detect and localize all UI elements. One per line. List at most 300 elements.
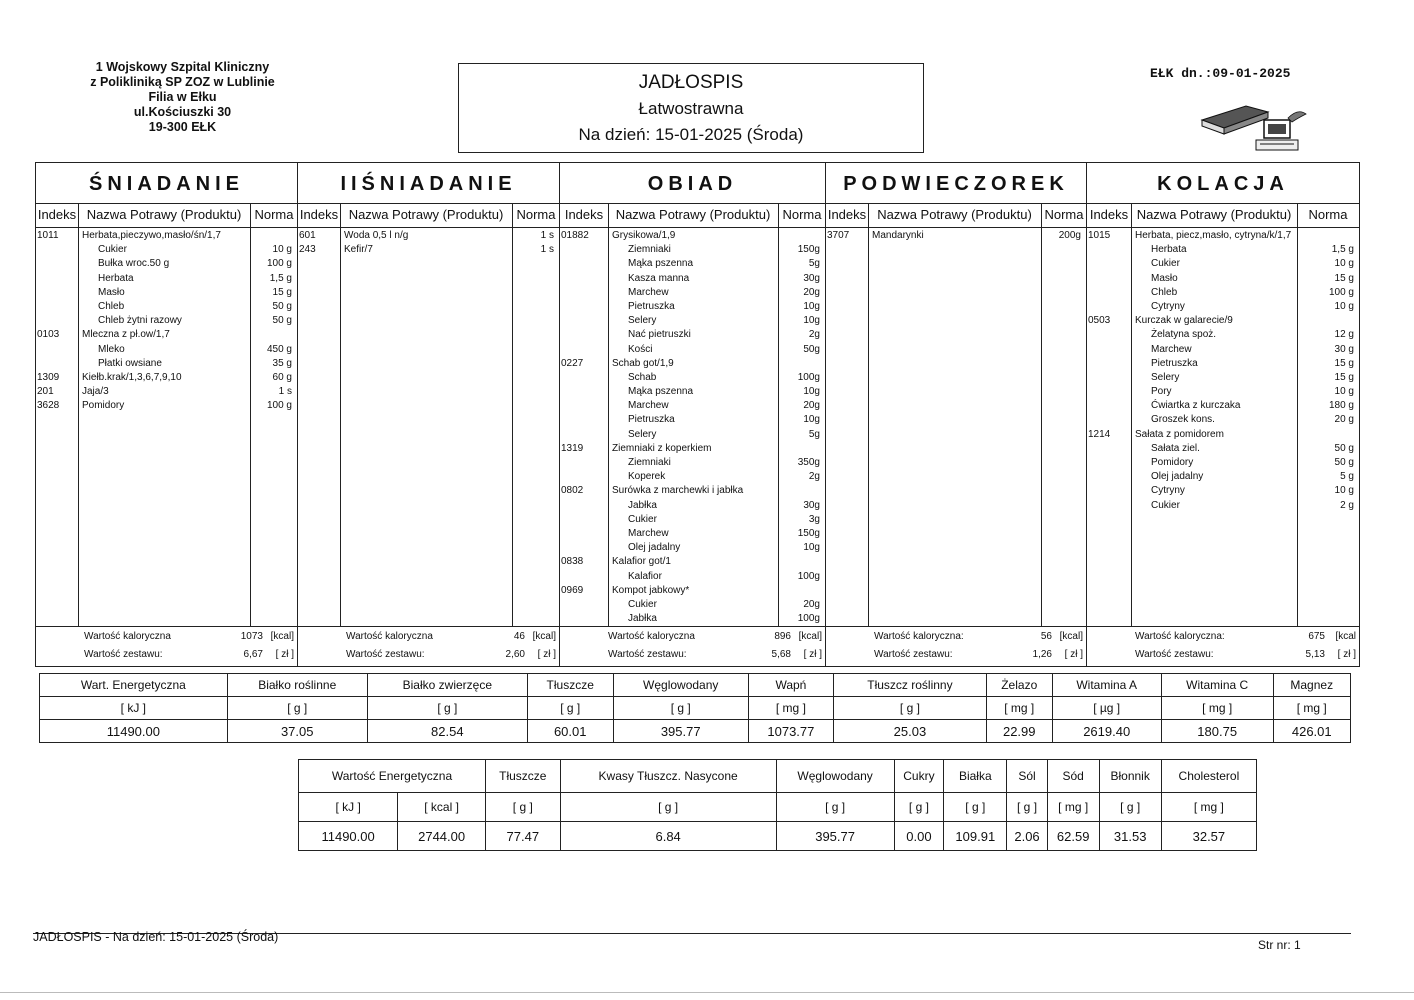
ingredient-name: Żelatyna spoż. [1151,329,1217,341]
list-item [1087,328,1359,342]
list-item [36,229,297,243]
list-item [1087,300,1359,314]
ingredient-name: Ziemniaki [628,457,671,468]
cost-summary-line [826,647,1086,663]
header-indeks: Indeks [299,207,339,222]
dish-name: Kefir/7 [344,244,373,256]
ingredient-name: Olej jadalny [628,542,681,554]
nutrition-value-cell: 37.05 [227,720,367,743]
dish-norma: 180 g [1328,400,1354,412]
nutrition-header-cell: Sól [1007,760,1048,793]
dish-name: Herbata, piecz,masło, cytryna/k/1,7 [1135,230,1292,241]
ingredient-name: Mleko [98,343,125,355]
list-item [36,286,297,300]
cost-value: 5,13 [1305,649,1325,660]
cost-value: 5,68 [771,649,791,660]
dish-norma: 100 g [1328,286,1354,298]
dish-name: Sałata z pomidorem [1135,428,1224,440]
dish-norma: 5 g [1340,471,1354,483]
dish-norma: 12 g [1334,329,1354,341]
list-item [560,428,825,442]
cost-label: Wartość zestawu: [1135,649,1214,660]
list-item [560,229,825,243]
list-item [560,328,825,342]
list-item [560,470,825,484]
nutrition-unit-cell: [ g ] [944,793,1007,822]
dish-norma: 30 g [1334,343,1354,355]
list-item [36,243,297,257]
nutrition-value-cell: 109.91 [944,822,1007,851]
dish-list [1087,229,1359,513]
list-item [560,286,825,300]
dish-norma: 150g [797,244,820,256]
dish-norma: 350g [797,457,820,468]
dish-norma: 2g [808,471,820,483]
list-item [1087,399,1359,413]
header-nazwa: Nazwa Potrawy (Produktu) [348,207,504,222]
ingredient-name: Herbata [1151,244,1187,256]
nutrition-value-cell: 6.84 [560,822,776,851]
dish-norma: 10g [803,414,820,426]
dish-norma: 100g [797,613,820,625]
column-headers [560,203,825,228]
dish-norma: 1,5 g [1331,244,1354,256]
meal-title: KOLACJA [1087,163,1359,204]
dish-norma: 3g [808,513,820,525]
header-norma: Norma [782,207,822,222]
dish-norma: 10 g [1334,386,1354,398]
dish-index: 0838 [561,556,584,568]
hospital-line: 1 Wojskowy Szpital Kliniczny [95,60,270,74]
hospital-line: 19-300 EŁK [148,120,217,134]
dish-norma: 20 g [1334,414,1354,426]
title-box [458,63,924,153]
list-item [1087,385,1359,399]
dish-norma: 1,5 g [269,272,292,284]
nutrition-header-cell: Węglowodany [776,760,894,793]
kcal-summary-line [298,629,559,645]
kcal-unit: [kcal] [1059,631,1083,642]
ingredient-name: Kości [628,343,653,355]
dish-index: 1214 [1088,428,1111,440]
nutrition-unit-cell: [ g ] [486,793,561,822]
list-item [560,584,825,598]
nutrition-unit-cell: [ g ] [776,793,894,822]
cost-summary-line [1087,647,1359,663]
list-item [560,272,825,286]
cost-unit: [ zł ] [1337,649,1356,660]
kcal-summary-line [36,629,297,645]
dish-name: Ziemniaki z koperkiem [612,442,712,454]
list-item [560,442,825,456]
kcal-value: 896 [774,631,791,642]
cost-unit: [ zł ] [275,649,294,660]
header-nazwa: Nazwa Potrawy (Produktu) [877,207,1032,222]
list-item [560,314,825,328]
dish-index: 1015 [1088,230,1111,241]
dish-norma: 100g [797,371,820,383]
cost-label: Wartość zestawu: [84,649,163,660]
ingredient-name: Cukier [98,244,127,256]
menu-table [35,162,1360,667]
kcal-unit: [kcal] [532,631,556,642]
nutrition-units-row [40,697,1351,720]
column-headers [826,203,1086,228]
ingredient-name: Marchew [628,400,669,412]
dish-norma: 1 s [540,244,554,256]
doc-title: JADŁOSPIS [638,72,744,93]
meal-title: OBIAD [560,163,825,204]
nutrition-header-cell: Białka [944,760,1007,793]
hospital-line: ul.Kościuszki 30 [133,105,232,119]
list-item [560,612,825,626]
list-item [298,229,559,243]
nutrition-header-cell: Kwasy Tłuszcz. Nasycone [560,760,776,793]
kcal-value: 675 [1308,631,1325,642]
dish-norma: 10 g [1334,258,1354,270]
header-nazwa: Nazwa Potrawy (Produktu) [86,207,242,222]
dish-index: 01882 [561,230,589,241]
ingredient-name: Sałata ziel. [1151,442,1200,454]
dish-norma: 10 g [1334,485,1354,497]
nutrition-unit-cell: [ g ] [367,697,527,720]
ingredient-name: Cukier [628,598,657,610]
dish-name: Kiełb.krak/1,3,6,7,9,10 [82,371,182,383]
header-norma: Norma [1308,207,1348,222]
list-item [36,328,297,342]
cost-value: 2,60 [505,649,525,660]
nutrition-value-cell: 180.75 [1161,720,1273,743]
cost-label: Wartość zestawu: [874,649,953,660]
dish-norma: 10g [803,542,820,554]
dish-index: 1319 [561,442,584,454]
list-item [36,314,297,328]
nutrition-header-cell: Witamina A [1052,674,1161,697]
nutrition-value-cell: 426.01 [1273,720,1351,743]
nutrition-value-cell: 2619.40 [1052,720,1161,743]
dish-norma: 450 g [266,343,292,355]
list-item [1087,442,1359,456]
ingredient-name: Płatki owsiane [98,357,162,369]
dish-norma: 30g [803,499,820,511]
nutrition-value-cell: 2744.00 [398,822,486,851]
ingredient-name: Cukier [1151,258,1180,270]
nutrition-header-cell: Cholesterol [1161,760,1256,793]
column-headers [298,203,559,228]
cost-value: 1,26 [1032,649,1052,660]
meal-column [36,163,298,666]
kcal-label: Wartość kaloryczna [346,631,433,642]
list-item [560,484,825,498]
ingredient-name: Cukier [1151,499,1180,511]
kcal-unit: [kcal [1335,631,1356,642]
column-divider [868,203,869,626]
dish-name: Jaja/3 [82,386,109,398]
dish-norma: 150g [797,527,820,539]
kcal-label: Wartość kaloryczna: [874,631,964,642]
kcal-summary-line [560,629,825,645]
list-item [298,243,559,257]
ingredient-name: Pietruszka [1151,357,1198,369]
hospital-line: z Polikliniką SP ZOZ w Lublinie [90,75,275,89]
dish-list [826,229,1086,243]
meal-summary [560,626,825,667]
column-divider [512,203,513,626]
nutrition-value-cell: 0.00 [894,822,944,851]
list-item [1087,357,1359,371]
dish-norma: 15 g [1334,371,1354,383]
list-item [560,541,825,555]
ingredient-name: Selery [628,428,657,440]
footer-text: JADŁOSPIS - Na dzień: 15-01-2025 (Środa) [33,930,279,944]
nutrition-value-cell: 77.47 [486,822,561,851]
column-divider [1041,203,1042,626]
nutrition-value-cell: 31.53 [1099,822,1161,851]
nutrition-value-cell: 11490.00 [40,720,228,743]
nutrition-header-cell: Wartość Energetyczna [299,760,486,793]
column-headers [1087,203,1359,228]
cost-value: 6,67 [243,649,263,660]
dish-index: 243 [299,244,316,256]
list-item [560,513,825,527]
dish-norma: 35 g [272,357,292,369]
cost-unit: [ zł ] [1064,649,1083,660]
nutrition-unit-cell: [ g ] [613,697,748,720]
cost-summary-line [560,647,825,663]
dish-name: Herbata,pieczywo,masło/śn/1,7 [82,230,221,241]
kcal-value: 56 [1040,631,1052,642]
meal-summary [36,626,297,667]
dish-norma: 50 g [272,315,292,327]
book-computer-logo [1198,98,1308,156]
dish-index: 201 [37,386,54,398]
list-item [560,399,825,413]
meal-column [1087,163,1359,666]
nutrition-unit-cell: [ g ] [833,697,986,720]
dish-name: Woda 0,5 l n/g [344,230,409,241]
ingredient-name: Marchew [1151,343,1192,355]
kcal-unit: [kcal] [798,631,822,642]
nutrition-header-cell: Witamina C [1161,674,1273,697]
dish-index: 0503 [1088,315,1111,327]
nutrition-header-cell: Białko zwierzęce [367,674,527,697]
list-item [560,527,825,541]
list-item [1087,257,1359,271]
nutrition-table-2 [298,759,1257,851]
list-item [1087,413,1359,427]
list-item [1087,229,1359,243]
ingredient-name: Chleb żytni razowy [98,315,182,327]
list-item [560,413,825,427]
cost-label: Wartość zestawu: [346,649,425,660]
ingredient-name: Pietruszka [628,300,675,312]
dish-index: 601 [299,230,316,241]
list-item [1087,371,1359,385]
nutrition-unit-cell: [ kJ ] [299,793,398,822]
nutrition-value-cell: 2.06 [1007,822,1048,851]
nutrition-value-cell: 60.01 [527,720,613,743]
nutrition-header-cell: Tłuszcze [486,760,561,793]
dish-index: 0103 [37,329,60,341]
hospital-line: Filia w Ełku [148,90,217,104]
dish-norma: 10g [803,386,820,398]
ingredient-name: Herbata [98,272,134,284]
column-divider [340,203,341,626]
nutrition-header-cell: Błonnik [1099,760,1161,793]
ingredient-name: Cukier [628,513,657,525]
nutrition-header-cell: Żelazo [986,674,1052,697]
ingredient-name: Masło [1151,272,1178,284]
nutrition-unit-cell: [ µg ] [1052,697,1161,720]
nutrition-unit-cell: [ g ] [1099,793,1161,822]
nutrition-value-cell: 25.03 [833,720,986,743]
list-item [826,229,1086,243]
nutrition-unit-cell: [ mg ] [1047,793,1099,822]
list-item [560,300,825,314]
ingredient-name: Pomidory [1151,457,1194,468]
ingredient-name: Schab [628,371,657,383]
dish-norma: 60 g [272,371,292,383]
list-item [560,243,825,257]
dish-norma: 15 g [1334,272,1354,284]
nutrition-header-cell: Węglowodany [613,674,748,697]
list-item [36,272,297,286]
kcal-label: Wartość kaloryczna [84,631,171,642]
list-item [36,371,297,385]
nutrition-header-cell: Magnez [1273,674,1351,697]
nutrition-value-cell: 11490.00 [299,822,398,851]
cost-unit: [ zł ] [803,649,822,660]
nutrition-unit-cell: [ g ] [1007,793,1048,822]
list-item [36,300,297,314]
nutrition-unit-cell: [ g ] [527,697,613,720]
ingredient-name: Pietruszka [628,414,675,426]
scan-edge [0,992,1414,993]
dish-index: 0227 [561,357,584,369]
dish-norma: 10 g [272,244,292,256]
dish-norma: 50 g [1334,457,1354,468]
cost-summary-line [36,647,297,663]
header-indeks: Indeks [827,207,867,222]
list-item [560,570,825,584]
dish-index: 3628 [37,400,60,412]
nutrition-value-cell: 395.77 [613,720,748,743]
list-item [1087,484,1359,498]
list-item [560,499,825,513]
list-item [1087,314,1359,328]
ingredient-name: Olej jadalny [1151,471,1204,483]
nutrition-value-cell: 1073.77 [748,720,833,743]
dish-norma: 200g [1058,230,1081,241]
dish-norma: 1 s [278,386,292,398]
kcal-unit: [kcal] [270,631,294,642]
ingredient-name: Mąka pszenna [628,386,694,398]
dish-list [298,229,559,257]
nutrition-unit-cell: [ g ] [227,697,367,720]
list-item [1087,272,1359,286]
list-item [560,385,825,399]
list-item [36,385,297,399]
list-item [36,343,297,357]
ingredient-name: Chleb [1151,286,1178,298]
nutrition-unit-cell: [ mg ] [1161,697,1273,720]
nutrition-unit-cell: [ mg ] [1273,697,1351,720]
header-nazwa: Nazwa Potrawy (Produktu) [615,207,771,222]
header-norma: Norma [1044,207,1084,222]
ingredient-name: Nać pietruszki [628,329,691,341]
header-indeks: Indeks [564,207,604,222]
nutrition-table-1 [39,673,1351,743]
nutrition-values-row [299,822,1257,851]
kcal-summary-line [1087,629,1359,645]
list-item [36,357,297,371]
hospital-address [60,60,305,135]
nutrition-header-cell: Cukry [894,760,944,793]
list-item [1087,470,1359,484]
cost-unit: [ zł ] [537,649,556,660]
nutrition-header-cell: Tłuszcz roślinny [833,674,986,697]
nutrition-units-row [299,793,1257,822]
dish-name: Schab got/1,9 [612,357,674,369]
nutrition-unit-cell: [ mg ] [1161,793,1256,822]
ingredient-name: Kasza manna [628,272,690,284]
nutrition-header-cell: Tłuszcze [527,674,613,697]
list-item [560,343,825,357]
nutrition-value-cell: 22.99 [986,720,1052,743]
dish-norma: 1 s [540,230,554,241]
ingredient-name: Ćwiartka z kurczaka [1151,400,1241,412]
ingredient-name: Groszek kons. [1151,414,1215,426]
dish-list [560,229,825,626]
dish-name: Grysikowa/1,9 [612,230,676,241]
meal-summary [298,626,559,667]
list-item [560,598,825,612]
dish-name: Mleczna z pł.ow/1,7 [82,329,170,341]
nutrition-value-cell: 395.77 [776,822,894,851]
list-item [1087,343,1359,357]
dish-name: Surówka z marchewki i jabłka [612,485,744,497]
ingredient-name: Ziemniaki [628,244,671,256]
dish-name: Mandarynki [872,230,924,241]
list-item [1087,499,1359,513]
list-item [560,257,825,271]
dish-norma: 30g [803,272,820,284]
dish-norma: 2 g [1340,499,1354,511]
dish-norma: 10 g [1334,300,1354,312]
dish-index: 3707 [827,230,850,241]
dish-norma: 20g [803,400,820,412]
nutrition-values-row [40,720,1351,743]
nutrition-unit-cell: [ mg ] [986,697,1052,720]
nutrition-unit-cell: [ kJ ] [40,697,228,720]
ingredient-name: Jabłka [628,499,657,511]
dish-norma: 50 g [272,300,292,312]
diet-name: Łatwostrawna [638,99,744,118]
list-item [560,456,825,470]
nutrition-header-cell: Wart. Energetyczna [40,674,228,697]
ingredient-name: Cytryny [1151,485,1185,497]
ingredient-name: Jabłka [628,613,657,625]
ingredient-name: Selery [628,315,657,327]
meal-column [560,163,826,666]
list-item [1087,456,1359,470]
header-nazwa: Nazwa Potrawy (Produktu) [1136,207,1292,222]
dish-index: 0969 [561,584,584,596]
header-indeks: Indeks [37,207,77,222]
cost-label: Wartość zestawu: [608,649,687,660]
meal-title: ŚNIADANIE [36,163,297,204]
list-item [560,555,825,569]
